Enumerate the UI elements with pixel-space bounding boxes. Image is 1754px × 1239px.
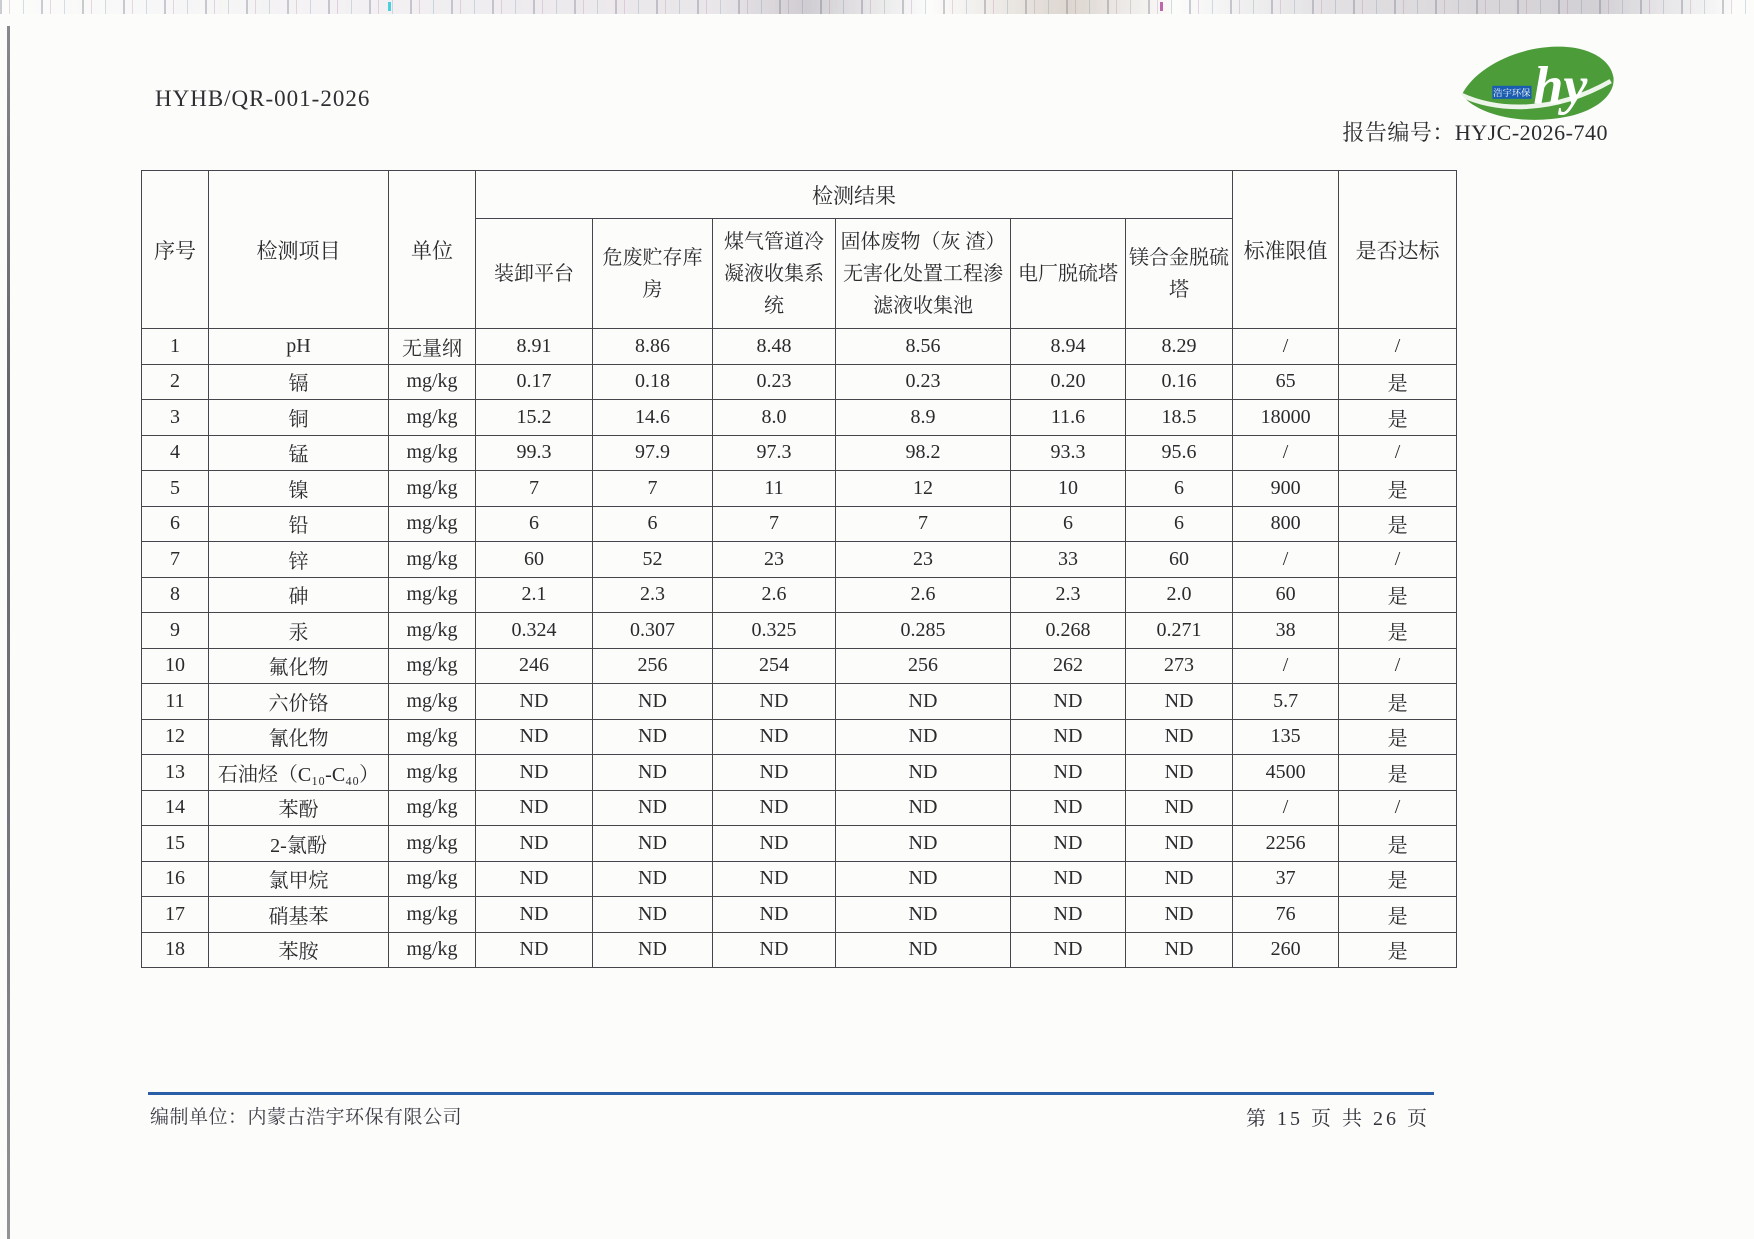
result-value: ND xyxy=(1126,755,1233,791)
result-value: 262 xyxy=(1011,648,1126,684)
result-value: ND xyxy=(1011,719,1126,755)
result-value: ND xyxy=(476,932,593,968)
result-value: ND xyxy=(476,861,593,897)
result-value: ND xyxy=(476,684,593,720)
result-value: 256 xyxy=(593,648,713,684)
result-value: ND xyxy=(593,755,713,791)
result-value: 6 xyxy=(1011,506,1126,542)
limit-value: 4500 xyxy=(1233,755,1339,791)
limit-value: 76 xyxy=(1233,897,1339,933)
compliance-value: 是 xyxy=(1339,684,1457,720)
result-value: ND xyxy=(1126,897,1233,933)
column-header-item: 检测项目 xyxy=(209,171,389,329)
company-logo xyxy=(1458,42,1618,124)
results-body xyxy=(142,329,1457,968)
header-row-top xyxy=(142,171,1457,219)
row-no: 15 xyxy=(142,826,209,862)
result-value: ND xyxy=(1126,719,1233,755)
result-value: ND xyxy=(476,790,593,826)
unit-value: mg/kg xyxy=(389,471,476,507)
result-value: ND xyxy=(1126,826,1233,862)
unit-value: 无量纲 xyxy=(389,329,476,365)
row-no: 8 xyxy=(142,577,209,613)
item-name: 铅 xyxy=(209,506,389,542)
result-value: ND xyxy=(1126,861,1233,897)
compliance-value: / xyxy=(1339,329,1457,365)
result-value: 8.91 xyxy=(476,329,593,365)
result-value: 254 xyxy=(713,648,836,684)
scan-edge-artifact xyxy=(7,26,10,1239)
result-value: 0.285 xyxy=(836,613,1011,649)
table-row xyxy=(142,329,1457,365)
table-row xyxy=(142,932,1457,968)
column-header-location: 固体废物（灰 渣）无害化处置工程渗滤液收集池 xyxy=(836,219,1011,329)
result-value: 246 xyxy=(476,648,593,684)
compliance-value: 是 xyxy=(1339,506,1457,542)
limit-value: 65 xyxy=(1233,364,1339,400)
result-value: ND xyxy=(713,684,836,720)
column-header-location: 镁合金脱硫塔 xyxy=(1126,219,1233,329)
result-value: 10 xyxy=(1011,471,1126,507)
row-no: 7 xyxy=(142,542,209,578)
limit-value: / xyxy=(1233,648,1339,684)
page-indicator: 第 15 页 共 26 页 xyxy=(1246,1108,1430,1130)
limit-value: 5.7 xyxy=(1233,684,1339,720)
noise-speck xyxy=(388,2,391,11)
report-number xyxy=(1342,116,1608,147)
unit-value: mg/kg xyxy=(389,648,476,684)
unit-value: mg/kg xyxy=(389,861,476,897)
row-no: 1 xyxy=(142,329,209,365)
item-name: 苯酚 xyxy=(209,790,389,826)
noise-speck xyxy=(1160,2,1163,11)
result-value: ND xyxy=(593,719,713,755)
result-value: ND xyxy=(713,932,836,968)
result-value: ND xyxy=(713,790,836,826)
result-value: 0.23 xyxy=(713,364,836,400)
table-row xyxy=(142,684,1457,720)
result-value: ND xyxy=(1126,790,1233,826)
row-no: 11 xyxy=(142,684,209,720)
row-no: 10 xyxy=(142,648,209,684)
report-number-label: 报告编号： xyxy=(1342,120,1455,145)
result-value: 0.17 xyxy=(476,364,593,400)
result-value: 12 xyxy=(836,471,1011,507)
item-name: 氰化物 xyxy=(209,719,389,755)
result-value: ND xyxy=(476,755,593,791)
result-value: 33 xyxy=(1011,542,1126,578)
prepared-by-value: 内蒙古浩宇环保有限公司 xyxy=(247,1107,463,1128)
table-row xyxy=(142,861,1457,897)
compliance-value: 是 xyxy=(1339,613,1457,649)
unit-value: mg/kg xyxy=(389,897,476,933)
compliance-value: 是 xyxy=(1339,826,1457,862)
result-value: 7 xyxy=(713,506,836,542)
table-row xyxy=(142,613,1457,649)
result-value: 8.29 xyxy=(1126,329,1233,365)
result-value: ND xyxy=(713,897,836,933)
column-header-location: 装卸平台 xyxy=(476,219,593,329)
unit-value: mg/kg xyxy=(389,826,476,862)
item-name: 苯胺 xyxy=(209,932,389,968)
result-value: 0.20 xyxy=(1011,364,1126,400)
table-row xyxy=(142,897,1457,933)
limit-value: / xyxy=(1233,790,1339,826)
column-header-unit: 单位 xyxy=(389,171,476,329)
unit-value: mg/kg xyxy=(389,400,476,436)
result-value: 95.6 xyxy=(1126,435,1233,471)
item-name: 砷 xyxy=(209,577,389,613)
unit-value: mg/kg xyxy=(389,613,476,649)
compliance-value: 是 xyxy=(1339,400,1457,436)
result-value: 97.9 xyxy=(593,435,713,471)
item-name: 氟化物 xyxy=(209,648,389,684)
row-no: 14 xyxy=(142,790,209,826)
table-row xyxy=(142,542,1457,578)
report-number-value: HYJC-2026-740 xyxy=(1454,120,1608,145)
item-name: 锰 xyxy=(209,435,389,471)
unit-value: mg/kg xyxy=(389,506,476,542)
footer-prepared-by xyxy=(150,1102,462,1129)
result-value: 23 xyxy=(713,542,836,578)
result-value: 6 xyxy=(593,506,713,542)
limit-value: 18000 xyxy=(1233,400,1339,436)
result-value: ND xyxy=(713,861,836,897)
result-value: ND xyxy=(836,790,1011,826)
item-name: 氯甲烷 xyxy=(209,861,389,897)
doc-code: HYHB/QR-001-2026 xyxy=(155,86,371,111)
result-value: 60 xyxy=(1126,542,1233,578)
table-row xyxy=(142,577,1457,613)
item-name: 汞 xyxy=(209,613,389,649)
result-value: 256 xyxy=(836,648,1011,684)
limit-value: / xyxy=(1233,435,1339,471)
limit-value: 260 xyxy=(1233,932,1339,968)
item-name: 镍 xyxy=(209,471,389,507)
result-value: 11.6 xyxy=(1011,400,1126,436)
result-value: 11 xyxy=(713,471,836,507)
result-value: ND xyxy=(1011,755,1126,791)
row-no: 16 xyxy=(142,861,209,897)
table-row xyxy=(142,790,1457,826)
limit-value: 60 xyxy=(1233,577,1339,613)
row-no: 2 xyxy=(142,364,209,400)
item-name: 硝基苯 xyxy=(209,897,389,933)
result-value: 8.94 xyxy=(1011,329,1126,365)
column-header-compliance: 是否达标 xyxy=(1339,171,1457,329)
row-no: 3 xyxy=(142,400,209,436)
unit-value: mg/kg xyxy=(389,932,476,968)
compliance-value: 是 xyxy=(1339,755,1457,791)
result-value: 0.268 xyxy=(1011,613,1126,649)
limit-value: 900 xyxy=(1233,471,1339,507)
table-row xyxy=(142,719,1457,755)
result-value: ND xyxy=(713,755,836,791)
logo-badge-text: 浩宇环保 xyxy=(1493,88,1531,99)
result-value: 8.9 xyxy=(836,400,1011,436)
row-no: 4 xyxy=(142,435,209,471)
result-value: 2.0 xyxy=(1126,577,1233,613)
result-value: ND xyxy=(713,719,836,755)
item-name: 锌 xyxy=(209,542,389,578)
unit-value: mg/kg xyxy=(389,790,476,826)
result-value: 0.307 xyxy=(593,613,713,649)
result-value: 0.23 xyxy=(836,364,1011,400)
result-value: 7 xyxy=(476,471,593,507)
result-value: 6 xyxy=(1126,506,1233,542)
unit-value: mg/kg xyxy=(389,542,476,578)
unit-value: mg/kg xyxy=(389,364,476,400)
result-value: 60 xyxy=(476,542,593,578)
row-no: 9 xyxy=(142,613,209,649)
column-header-results-group: 检测结果 xyxy=(476,171,1233,219)
compliance-value: / xyxy=(1339,435,1457,471)
result-value: ND xyxy=(476,826,593,862)
item-name: 镉 xyxy=(209,364,389,400)
unit-value: mg/kg xyxy=(389,719,476,755)
row-no: 12 xyxy=(142,719,209,755)
result-value: 2.6 xyxy=(836,577,1011,613)
limit-value: 37 xyxy=(1233,861,1339,897)
item-name: pH xyxy=(209,329,389,365)
result-value: ND xyxy=(476,897,593,933)
table-row xyxy=(142,648,1457,684)
result-value: 93.3 xyxy=(1011,435,1126,471)
result-value: 8.56 xyxy=(836,329,1011,365)
result-value: ND xyxy=(1126,932,1233,968)
result-value: ND xyxy=(836,932,1011,968)
result-value: 7 xyxy=(593,471,713,507)
column-header-location: 煤气管道冷凝液收集系统 xyxy=(713,219,836,329)
compliance-value: 是 xyxy=(1339,364,1457,400)
result-value: 98.2 xyxy=(836,435,1011,471)
result-value: ND xyxy=(1011,897,1126,933)
result-value: 0.18 xyxy=(593,364,713,400)
compliance-value: 是 xyxy=(1339,471,1457,507)
compliance-value: 是 xyxy=(1339,861,1457,897)
result-value: 23 xyxy=(836,542,1011,578)
prepared-by-label: 编制单位： xyxy=(150,1107,248,1128)
table-row xyxy=(142,471,1457,507)
result-value: ND xyxy=(836,861,1011,897)
result-value: 18.5 xyxy=(1126,400,1233,436)
table-row xyxy=(142,364,1457,400)
result-value: ND xyxy=(1011,861,1126,897)
item-name: 铜 xyxy=(209,400,389,436)
result-value: 7 xyxy=(836,506,1011,542)
result-value: ND xyxy=(836,826,1011,862)
result-value: 52 xyxy=(593,542,713,578)
compliance-value: / xyxy=(1339,542,1457,578)
result-value: 8.0 xyxy=(713,400,836,436)
column-header-no: 序号 xyxy=(142,171,209,329)
result-value: 97.3 xyxy=(713,435,836,471)
result-value: ND xyxy=(593,790,713,826)
scan-noise-artifact xyxy=(0,0,1754,14)
limit-value: 135 xyxy=(1233,719,1339,755)
result-value: 0.271 xyxy=(1126,613,1233,649)
column-header-limit: 标准限值 xyxy=(1233,171,1339,329)
result-value: 8.48 xyxy=(713,329,836,365)
item-name: 2-氯酚 xyxy=(209,826,389,862)
row-no: 6 xyxy=(142,506,209,542)
result-value: 99.3 xyxy=(476,435,593,471)
result-value: ND xyxy=(713,826,836,862)
result-value: 273 xyxy=(1126,648,1233,684)
result-value: ND xyxy=(1011,790,1126,826)
table-row xyxy=(142,435,1457,471)
result-value: 2.6 xyxy=(713,577,836,613)
result-value: 6 xyxy=(1126,471,1233,507)
table-row xyxy=(142,826,1457,862)
result-value: ND xyxy=(593,932,713,968)
unit-value: mg/kg xyxy=(389,684,476,720)
item-name: 石油烃（C₁₀-C₄₀） xyxy=(209,755,389,791)
result-value: ND xyxy=(593,684,713,720)
compliance-value: 是 xyxy=(1339,932,1457,968)
compliance-value: 是 xyxy=(1339,719,1457,755)
result-value: ND xyxy=(593,826,713,862)
column-header-location: 电厂脱硫塔 xyxy=(1011,219,1126,329)
result-value: 2.1 xyxy=(476,577,593,613)
result-value: 2.3 xyxy=(593,577,713,613)
table-row xyxy=(142,506,1457,542)
result-value: ND xyxy=(1011,684,1126,720)
limit-value: 38 xyxy=(1233,613,1339,649)
compliance-value: / xyxy=(1339,790,1457,826)
limit-value: / xyxy=(1233,542,1339,578)
result-value: ND xyxy=(836,684,1011,720)
result-value: 2.3 xyxy=(1011,577,1126,613)
compliance-value: 是 xyxy=(1339,897,1457,933)
item-name: 六价铬 xyxy=(209,684,389,720)
limit-value: 800 xyxy=(1233,506,1339,542)
result-value: 6 xyxy=(476,506,593,542)
result-value: ND xyxy=(1011,826,1126,862)
result-value: 8.86 xyxy=(593,329,713,365)
result-value: 0.324 xyxy=(476,613,593,649)
result-value: ND xyxy=(836,755,1011,791)
limit-value: / xyxy=(1233,329,1339,365)
result-value: ND xyxy=(836,719,1011,755)
footer-rule xyxy=(148,1092,1434,1095)
unit-value: mg/kg xyxy=(389,577,476,613)
results-table xyxy=(141,170,1457,968)
column-header-location: 危废贮存库房 xyxy=(593,219,713,329)
row-no: 18 xyxy=(142,932,209,968)
result-value: 14.6 xyxy=(593,400,713,436)
limit-value: 2256 xyxy=(1233,826,1339,862)
result-value: 0.16 xyxy=(1126,364,1233,400)
compliance-value: 是 xyxy=(1339,577,1457,613)
table-row xyxy=(142,400,1457,436)
compliance-value: / xyxy=(1339,648,1457,684)
result-value: 0.325 xyxy=(713,613,836,649)
unit-value: mg/kg xyxy=(389,755,476,791)
unit-value: mg/kg xyxy=(389,435,476,471)
result-value: ND xyxy=(836,897,1011,933)
result-value: ND xyxy=(593,897,713,933)
row-no: 5 xyxy=(142,471,209,507)
result-value: 15.2 xyxy=(476,400,593,436)
result-value: ND xyxy=(476,719,593,755)
row-no: 13 xyxy=(142,755,209,791)
result-value: ND xyxy=(1126,684,1233,720)
result-value: ND xyxy=(593,861,713,897)
logo-monogram: hy xyxy=(1533,55,1588,116)
leaf-logo-icon xyxy=(1458,42,1618,124)
result-value: ND xyxy=(1011,932,1126,968)
table-row xyxy=(142,755,1457,791)
row-no: 17 xyxy=(142,897,209,933)
